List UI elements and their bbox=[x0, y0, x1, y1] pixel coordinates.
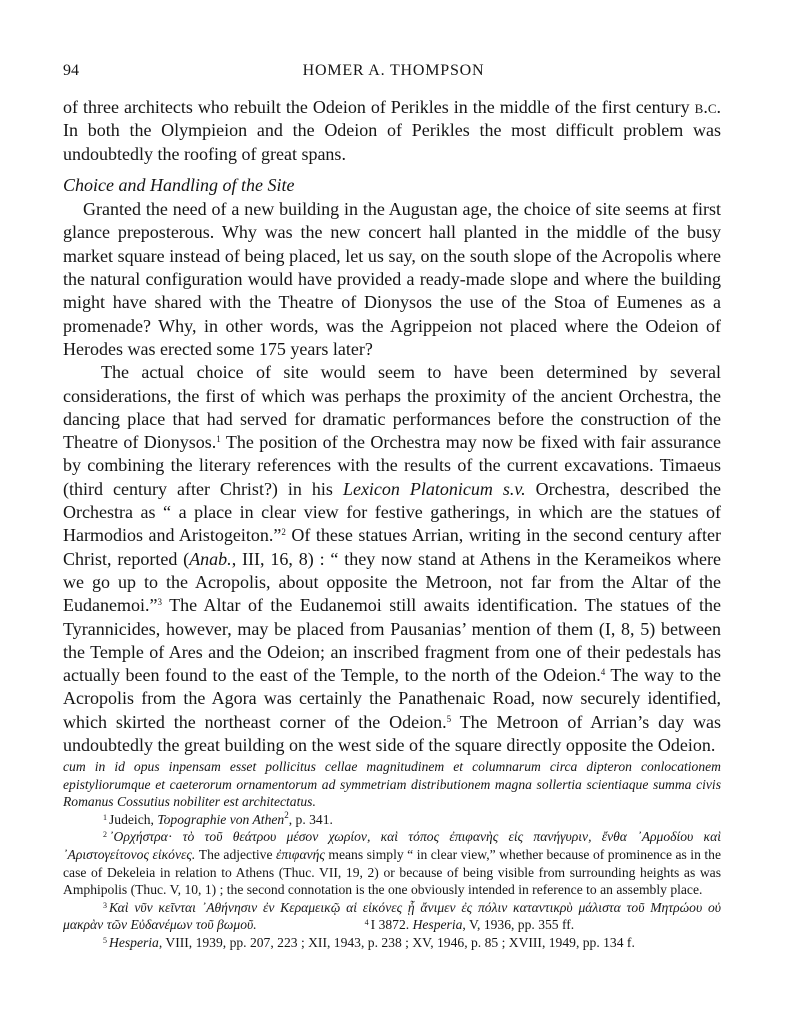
footnote-3: $^3$ Καὶ νῦν κεῖνται ᾿Αθήνησιν ἐν Κεραμεικῷ αἱ εἰκόνες ᾗ ἄνιμεν ἐς πόλιν καταντικρὺ μάλιστα τοῦ Μητρώου οὐ μακρὰν τῶν Εὐδανέμων τοῦ βωμοῦ. $^4$ I 3872. Hesperia, V, 1936, pp. 355 ff. bbox=[63, 899, 721, 933]
lexicon-title: Lexicon Platonicum s.v. bbox=[342, 478, 526, 499]
footnote-1: $^1$ Judeich, Topographie von Athen$^2$, p. 341. bbox=[103, 809, 333, 827]
page-header bbox=[63, 62, 724, 84]
running-head: HOMER A. THOMPSON bbox=[302, 62, 485, 79]
footnote-ref-5[interactable]: 5 bbox=[446, 713, 452, 724]
footnotes bbox=[63, 758, 721, 952]
section-heading: Choice and Handling of the Site bbox=[63, 174, 295, 195]
footnote-ref-2[interactable]: 2 bbox=[281, 527, 286, 538]
footnote-2: $^2$ ᾿Ορχήστρα· τὸ τοῦ θεάτρου μέσον χωρίον, καὶ τόπος ἐπιφανὴς εἰς πανήγυριν, ἔνθα ᾿Αρμοδίου καὶ ᾿Αριστογείτονος εἰκόνες. The adjective ἐπιφανής means simply “ in clear view,” whether because of prominence as in the case of Dekeleia in relation to Athens (Thuc. VII, 19, 2) or because of being visible from surrounding heights as was Amphipolis (Thuc. V, 10, 1) ; the second connotation is the one obviously intended in reference to an assembly place. bbox=[63, 829, 721, 898]
paragraph-3: The actual choice of site would seem to have been determined by several considerations, the first of which was perhaps the proximity of the ancient Orchestra, the dancing place that had served for dramatic performances before the construction of the Theatre of Dionysos.$^1$ The position of the Orchestra may now be fixed with fair assurance by combining the literary references with the results of the current excavations. Timaeus (third century after Christ?) in his Lexicon Platonicum s.v. Orchestra, described the Orchestra as “ a place in clear view for festive gatherings, in which are the statues of Harmodios and Aristogeiton.”$^2$ Of these statues Arrian, writing in the second century after Christ, reported (Anab., III, 16, 8) : “ they now stand at Athens in the Kerameikos where we go up to the Acropolis, about opposite the Metroon, not far from the Altar of the Eudanemoi.”$^3$ The Altar of the Eudanemoi still awaits identification. The statues of the Tyrannicides, however, may be placed from Pausanias’ mention of them (I, 8, 5) between the Temple of Ares and the Odeion; an inscribed fragment from one of their pedestals has actually been found to the east of the Temple, to the north of the Odeion.$^4$ The way to the Acropolis from the Agora was certainly the Panathenaic Road, now securely identified, which skirted the northeast corner of the Odeion.$^5$ The Metroon of Arrian’s day was undoubtedly the great building on the west side of the square directly opposite the Odeion. bbox=[63, 362, 722, 756]
greek-quote: Καὶ νῦν κεῖνται ᾿Αθήνησιν ἐν Κεραμεικῷ αἱ εἰκόνες ᾗ ἄνιμεν ἐς πόλιν καταντικρὺ μάλιστα τοῦ Μητρώου οὐ μακρὰν τῶν Εὐδανέμων τοῦ βωμοῦ. bbox=[63, 899, 721, 933]
main-text bbox=[63, 96, 721, 757]
greek-quote: ᾿Ορχήστρα· τὸ τοῦ θεάτρου μέσον χωρίον, καὶ τόπος ἐπιφανὴς εἰς πανήγυριν, ἔνθα ᾿Αρμοδίου καὶ ᾿Αριστογείτονος εἰκόνες. bbox=[63, 829, 721, 862]
footnote-ref-1[interactable]: 1 bbox=[216, 434, 221, 445]
footnote-ref-4[interactable]: 4 bbox=[600, 667, 606, 678]
paragraph-2: Granted the need of a new building in the Augustan age, the choice of site seems at first glance preposterous. Why was the new concert hall planted in the middle of the busy market square instead of being placed, let us say, on the south slope of the Acropolis where the natural configuration would have provided a ready-made slope and where the building might have shared with the Theatre of Dionysos the use of the Stoa of Eumenes as a promenade? Why, in other words, was the Agrippeion not placed where the Odeion of Herodes was erected some 175 years later? bbox=[63, 199, 721, 359]
paragraph-1: of three architects who rebuilt the Odeion of Perikles in the middle of the first century b.c. In both the Olympieion and the Odeion of Perikles the most difficult problem was undoubtedly the roofing of great spans. bbox=[63, 97, 722, 164]
footnote-4: $^4$ I 3872. Hesperia, V, 1936, pp. 355 ff. bbox=[364, 917, 575, 933]
latin-quotation: cum in id opus inpensam esset pollicitus cellae magnitudinem et columnarum circa dipteron conlocationem epistyliorumque et caeterorum ornamentorum ad symmetriam distributionem magna sollertia scientiaque summa civis Romanus Cossutius nobiliter est architectatus. bbox=[63, 759, 721, 810]
page-number: 94 bbox=[63, 62, 79, 79]
footnote-5: $^5$ Hesperia, VIII, 1939, pp. 207, 223 ; XII, 1943, p. 238 ; XV, 1946, p. 85 ; XVIII, 1949, pp. 134 f. bbox=[103, 934, 635, 950]
anabasis-title: Anab. bbox=[189, 548, 232, 569]
bc-abbrev: b.c. bbox=[694, 97, 722, 117]
footnote-ref-3[interactable]: 3 bbox=[157, 597, 162, 608]
